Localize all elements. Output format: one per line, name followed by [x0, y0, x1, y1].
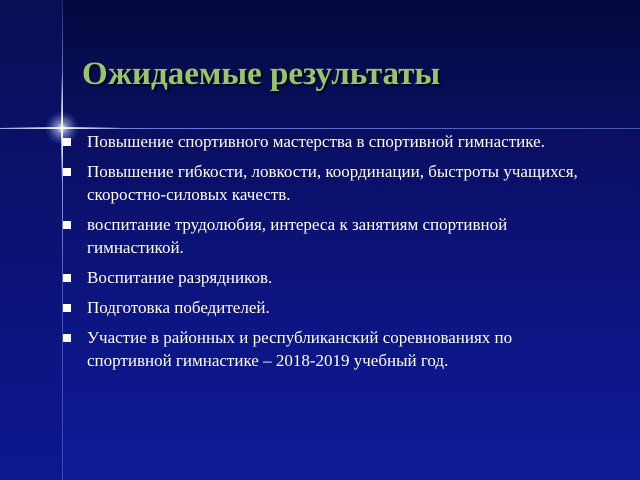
left-band-decoration — [0, 0, 63, 480]
bullet-square-icon — [63, 274, 71, 282]
bullet-item — [63, 160, 583, 206]
bullet-square-icon — [63, 304, 71, 312]
slide-title: Ожидаемые результаты — [82, 56, 441, 92]
bullet-item — [63, 130, 583, 153]
bullet-square-icon — [63, 168, 71, 176]
bullet-square-icon — [63, 334, 71, 342]
bullet-list — [63, 130, 583, 379]
bullet-text: Повышение спортивного мастерства в спортивной гимнастике. — [87, 132, 545, 151]
bullet-item — [63, 213, 583, 259]
bullet-text: воспитание трудолюбия, интереса к занятиям спортивной гимнастикой. — [87, 215, 508, 257]
bullet-item — [63, 296, 583, 319]
bullet-text: Воспитание разрядников. — [87, 268, 273, 287]
bullet-text: Участие в районных и республиканский соревнованиях по спортивной гимнастике – 2018-2019 учебный год. — [87, 328, 513, 370]
bullet-text: Подготовка победителей. — [87, 298, 270, 317]
bullet-square-icon — [63, 138, 71, 146]
bullet-square-icon — [63, 221, 71, 229]
bullet-item — [63, 266, 583, 289]
bullet-item — [63, 326, 583, 372]
bullet-text: Повышение гибкости, ловкости, координации, быстроты учащихся, скоростно-силовых качеств. — [87, 162, 578, 204]
